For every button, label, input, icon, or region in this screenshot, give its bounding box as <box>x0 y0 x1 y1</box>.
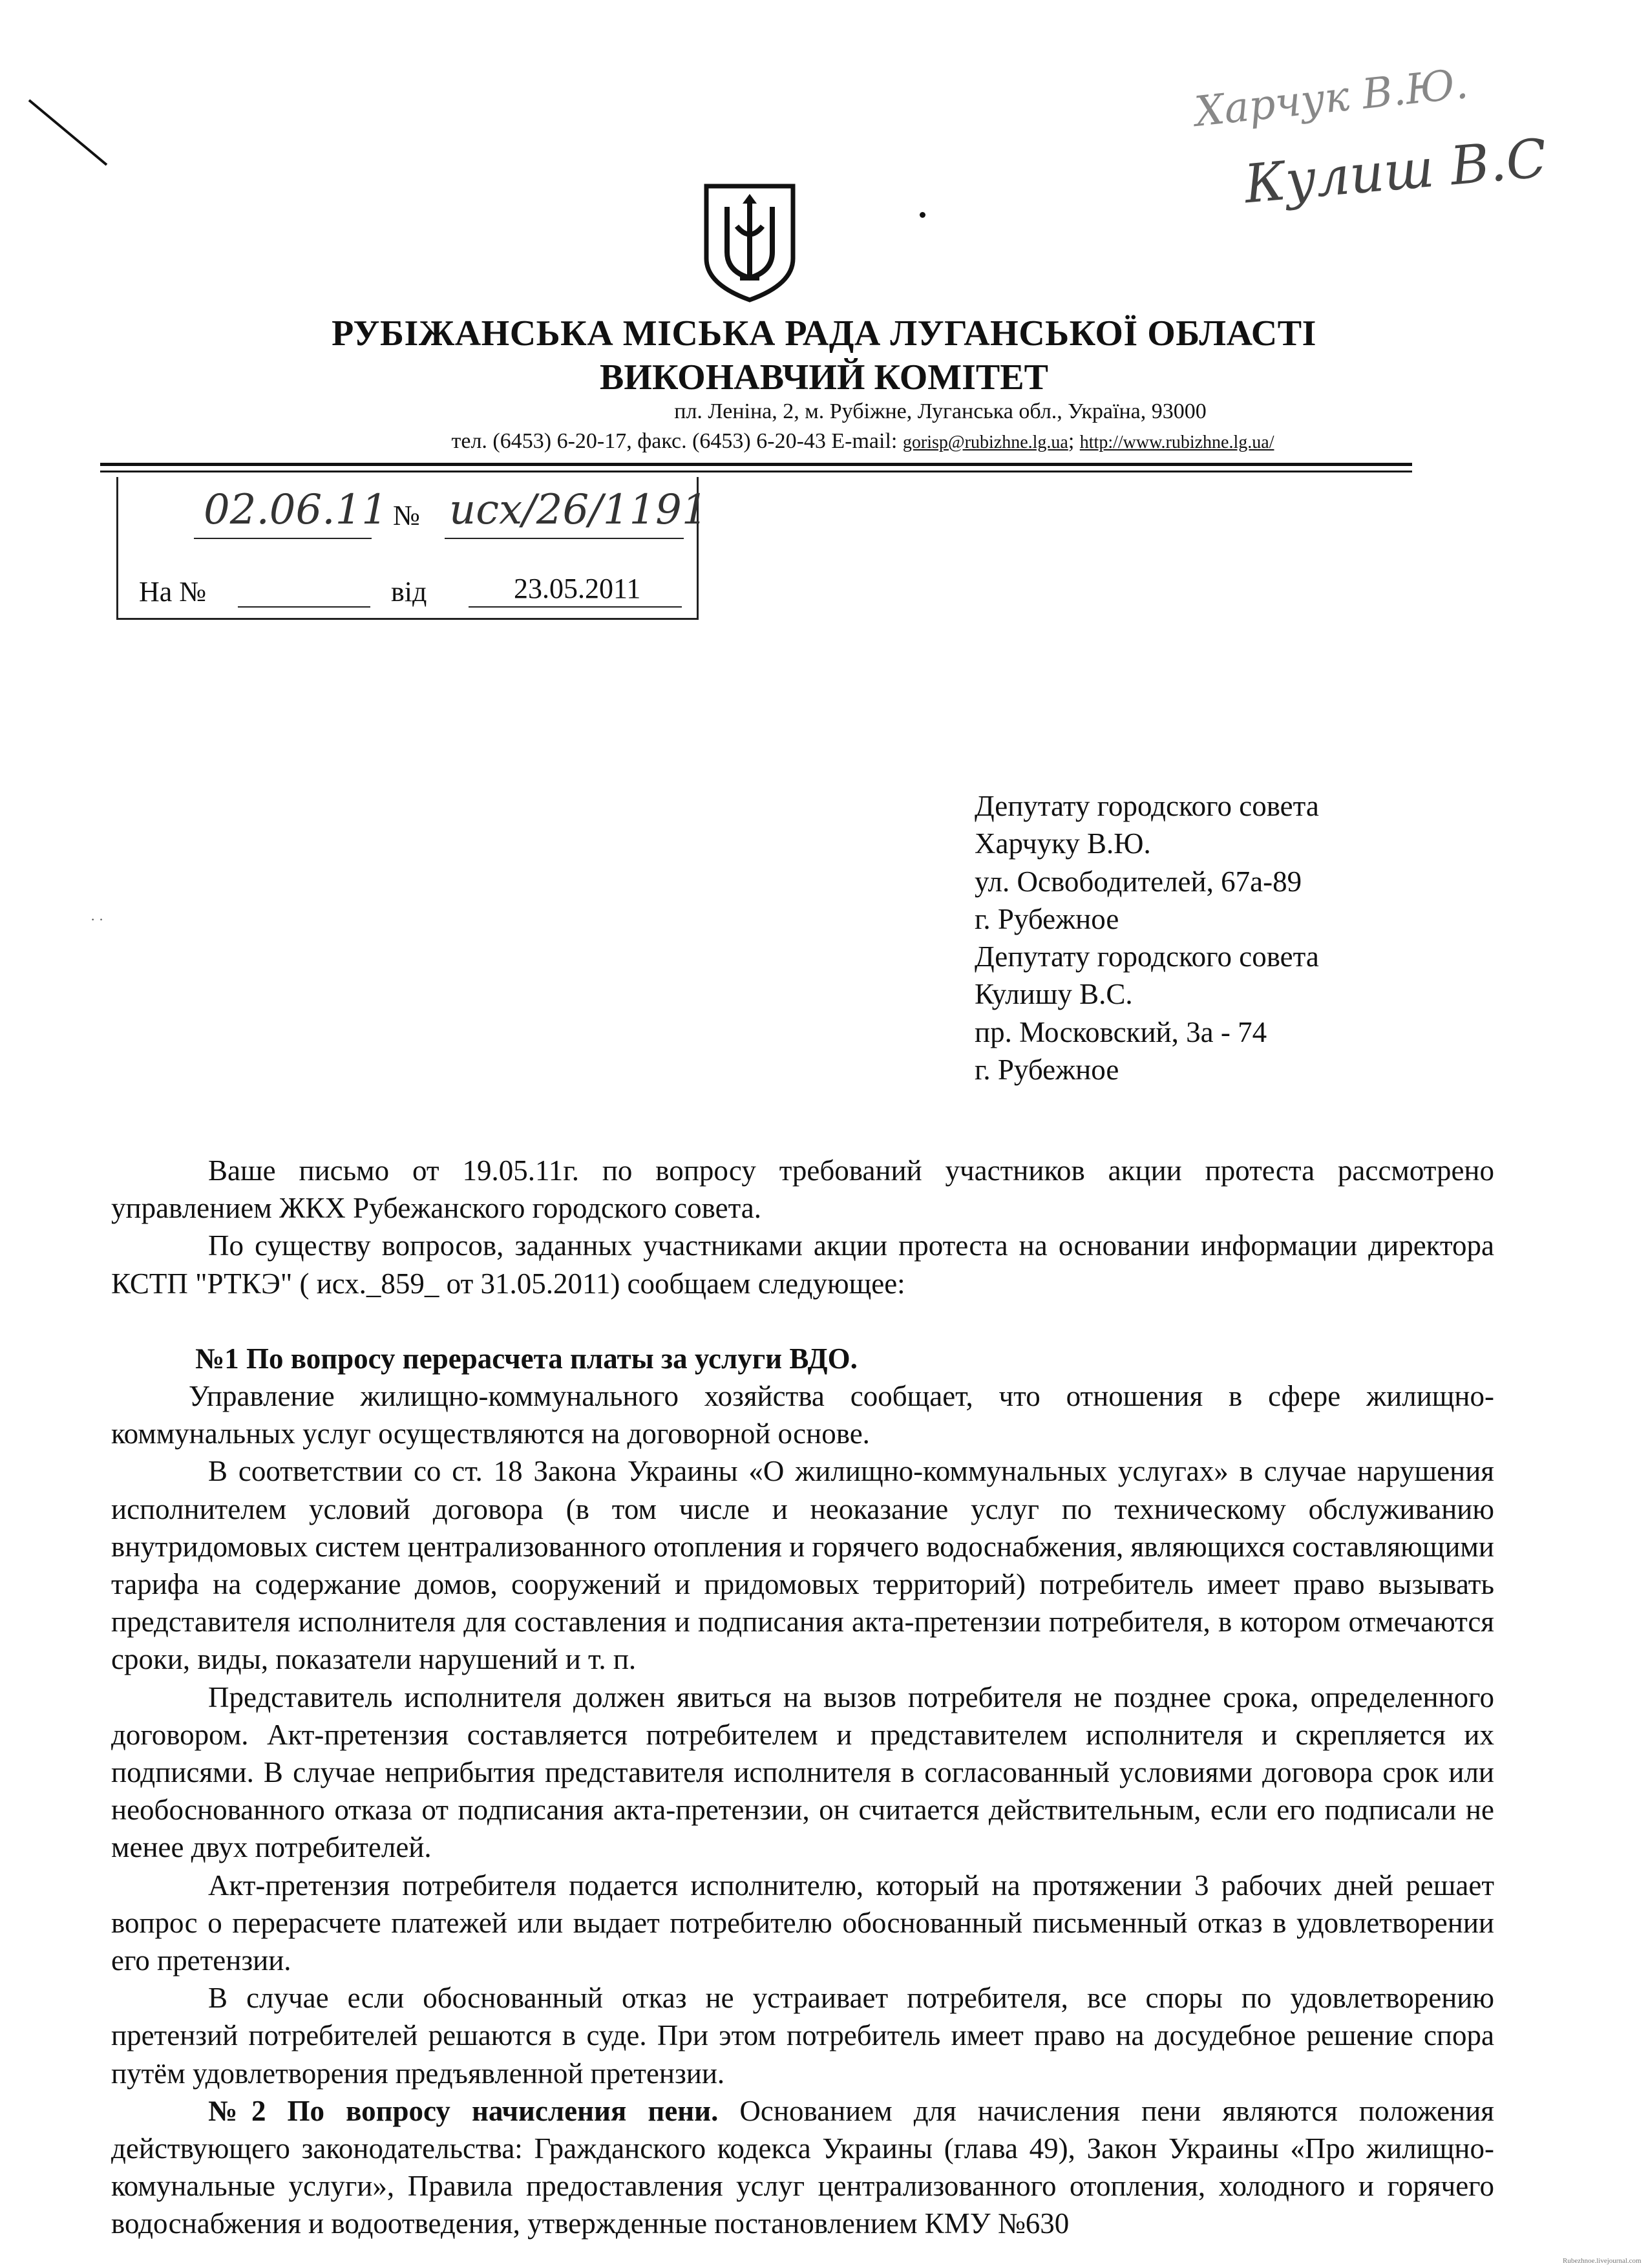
body-paragraph: Ваше письмо от 19.05.11г. по вопросу требований участников акции протеста рассмотрено управлением ЖКХ Рубежанского городского совета. <box>111 1154 1494 1225</box>
handwritten-note: Кулиш В.С <box>1241 127 1550 216</box>
coat-of-arms-icon <box>701 181 798 304</box>
incoming-date: 23.05.2011 <box>514 573 641 604</box>
body-paragraph <box>111 2092 1494 2243</box>
incoming-number-label: На № <box>139 576 207 608</box>
pen-stroke-mark <box>26 97 110 168</box>
organization-name: РУБІЖАНСЬКА МІСЬКА РАДА ЛУГАНСЬКОЇ ОБЛАСТІ <box>332 313 1316 354</box>
addressee-line: г. Рубежное <box>975 1054 1119 1086</box>
contacts-separator: ; <box>1068 429 1080 453</box>
contacts-phone-fax: тел. (6453) 6-20-17, факс. (6453) 6-20-43 E-mail: <box>451 429 903 453</box>
ink-dot <box>920 212 925 218</box>
organization-address: пл. Леніна, 2, м. Рубіжне, Луганська обл., Україна, 93000 <box>674 399 1207 423</box>
email-link[interactable]: gorisp@rubizhne.lg.ua <box>902 432 1068 452</box>
addressee-line: Депутату городского совета <box>975 940 1319 973</box>
outgoing-date: 02.06.11 <box>204 486 388 534</box>
body-paragraph: Представитель исполнителя должен явиться на вызов потребителя не позднее срока, определенного договором. Акт-претензия составляется потребителем и представителем исполнителя и скрепляется их подписями. В случае неприбытия представителя исполнителя в согласованный условиями договора срок или необоснованного отказа от подписания акта-претензии, он считается действительным, если его подписали не менее двух потребителей. <box>111 1680 1494 1864</box>
outgoing-number: исх/26/1191 <box>449 486 708 534</box>
body-paragraph: Акт-претензия потребителя подается исполнителю, который на протяжении 3 рабочих дней решает вопрос о перерасчете платежей или выдает потребителю обоснованный письменный отказ в удовлетворении его претензии. <box>111 1869 1494 1977</box>
addressee-line: ул. Освободителей, 67а-89 <box>975 865 1302 898</box>
scan-speck: · · <box>90 911 104 927</box>
body-paragraph: По существу вопросов, заданных участниками акции протеста на основании информации директора КСТП "РТКЭ" ( исх._859_ от 31.05.2011) сообщаем следующее: <box>111 1229 1494 1300</box>
date-underline <box>194 538 372 539</box>
body-paragraph: Управление жилищно-коммунального хозяйства сообщает, что отношения в сфере жилищно-коммунальных услуг осуществляются на договорной основе. <box>111 1380 1494 1450</box>
incoming-date-label: від <box>391 576 427 608</box>
number-underline <box>445 538 684 539</box>
organization-contacts <box>39 429 1648 454</box>
body-paragraph: В соответствии со ст. 18 Закона Украины «О жилищно-коммунальных услугах» в случае нарушения исполнителем условий договора (в том числе и неоказание услуг по техническому обслуживанию внутридомовых систем централизованного отопления и горячего водоснабжения, являющихся составляющими тарифа на содержание домов, сооружений и придомовых территорий) потребитель имеет право вызывать представителя исполнителя для составления и подписания акта-претензии потребителя, в котором отмечаются сроки, виды, показатели нарушений и т. п. <box>111 1455 1494 1676</box>
addressee-block <box>975 787 1319 1088</box>
outgoing-number-label: № <box>393 500 420 531</box>
addressee-line: г. Рубежное <box>975 902 1119 935</box>
addressee-line: Кулишу В.С. <box>975 978 1133 1011</box>
body-text: Основанием для начисления пени являются положения действующего законодательства: Гражданского кодекса Украины (глава 49), Закон Украины «Про жилищно-комунальные услуги», Правила предоставления услуг централизованного отопления, холодного и горячего водоснабжения и водоотведения, утвержденные постановлением КМУ №630 <box>111 2094 1494 2240</box>
addressee-line: Депутату городского совета <box>975 790 1319 822</box>
handwritten-note: Харчук В.Ю. <box>1192 60 1470 136</box>
letter-body <box>111 1152 1494 2243</box>
incoming-number-underline <box>238 606 370 608</box>
addressee-line: Харчуку В.Ю. <box>975 827 1151 860</box>
section-heading: №2 По вопросу начисления пени. <box>208 2094 719 2127</box>
header-rule-thin <box>100 471 1412 472</box>
website-link[interactable]: http://www.rubizhne.lg.ua/ <box>1079 432 1274 452</box>
body-paragraph: В случае если обоснованный отказ не устраивает потребителя, все споры по удовлетворению претензий потребителей решаются в суде. При этом потребитель имеет право на досудебное решение спора путём удовлетворения предъявленной претензии. <box>111 1982 1494 2090</box>
section-heading: №1 По вопросу перерасчета платы за услуги ВДО. <box>195 1342 858 1375</box>
incoming-date-underline <box>469 606 682 608</box>
watermark: Rubezhnoe.livejournal.com <box>1563 2257 1642 2265</box>
department-name: ВИКОНАВЧИЙ КОМІТЕТ <box>600 357 1048 397</box>
header-rule-thick <box>100 463 1412 466</box>
addressee-line: пр. Московский, 3а - 74 <box>975 1015 1267 1048</box>
